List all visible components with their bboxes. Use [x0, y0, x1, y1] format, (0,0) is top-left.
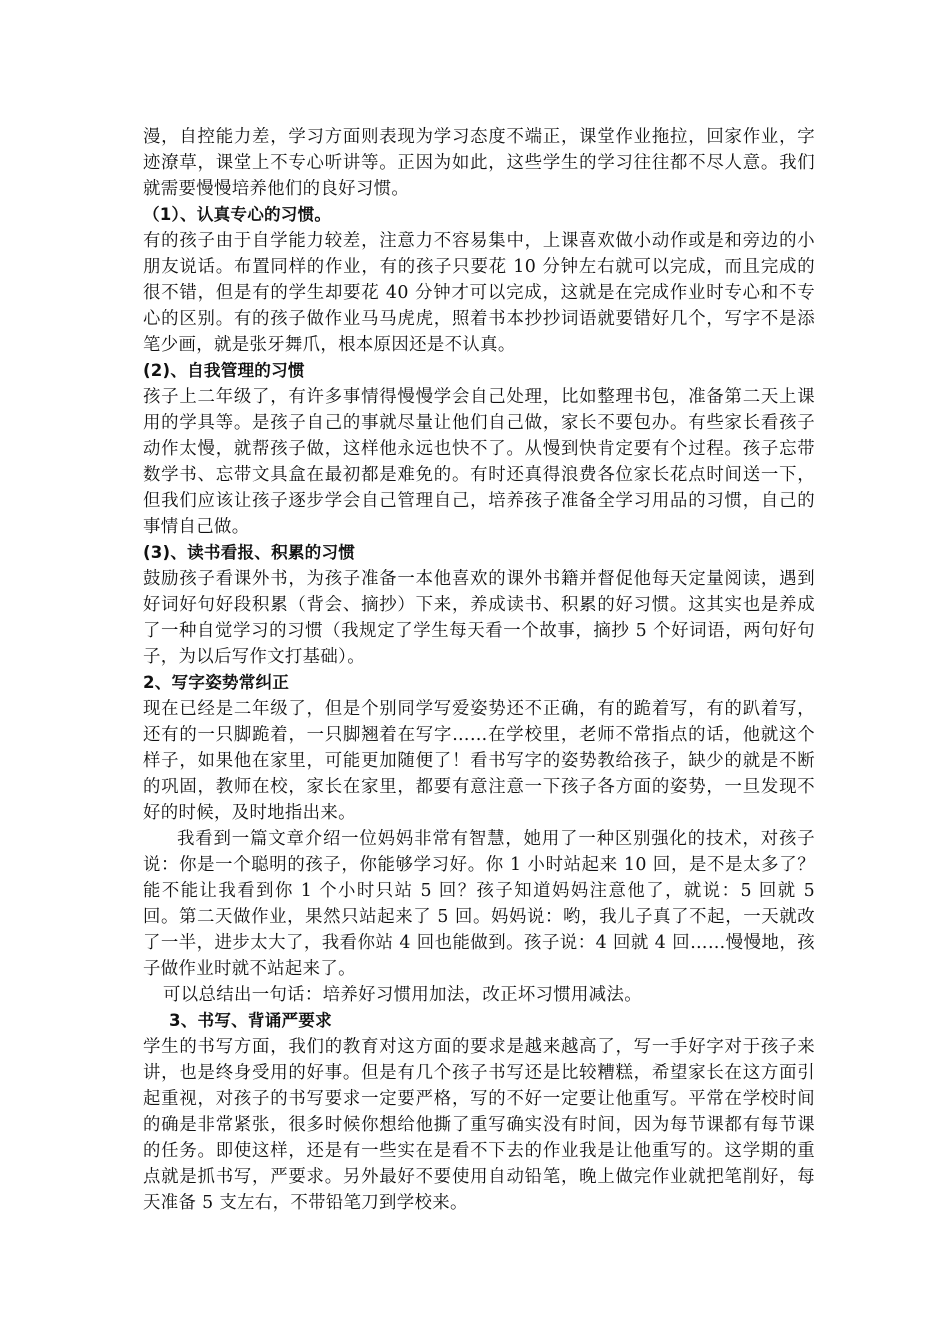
heading-writing-posture: 2、写字姿势常纠正 [143, 673, 290, 692]
paragraph-mother-story: 我看到一篇文章介绍一位妈妈非常有智慧，她用了一种区别强化的技术，对孩子说：你是一个聪明的孩子，你能够学习好。你 1 小时站起来 10 回，是不是太多了？能不能让我看到你 1 个小时只站 5 回？孩子知道妈妈注意他了，就说：5 回就 5 回。第二天做作业，果然只站起来了 5 回。妈妈说：哟，我儿子真了不起，一天就改了一半，进步太大了，我看你站 4 回也能做到。孩子说：4 回就 4 回……慢慢地，孩子做作业时就不站起来了。 [143, 829, 815, 979]
heading-handwriting: 3、书写、背诵严要求 [169, 1011, 332, 1030]
heading-reading-habit: (3)、读书看报、积累的习惯 [143, 543, 356, 562]
paragraph-attentive-habit: 有的孩子由于自学能力较差，注意力不容易集中，上课喜欢做小动作或是和旁边的小朋友说话。布置同样的作业，有的孩子只要花 10 分钟左右就可以完成，而且完成的很不错，但是有的学生却要花 40 分钟才可以完成，这就是在完成作业时专心和不专心的区别。有的孩子做作业马马虎虎，照着书本抄抄词语就要错好几个，写字不是添笔少画，就是张牙舞爪，根本原因还是不认真。 [143, 231, 815, 355]
document-page [143, 124, 815, 1216]
heading-attentive-habit: （1）、认真专心的习惯。 [143, 205, 332, 224]
paragraph-writing-posture: 现在已经是二年级了，但是个别同学写爱姿势还不正确，有的跪着写，有的趴着写，还有的一只脚跪着，一只脚翘着在写字……在学校里，老师不常指点的话，他就这个样子，如果他在家里，可能更加随便了！看书写字的姿势教给孩子，缺少的就是不断的巩固，教师在校，家长在家里，都要有意注意一下孩子各方面的姿势，一旦发现不好的时候，及时地指出来。 [143, 699, 815, 823]
heading-self-management: (2)、自我管理的习惯 [143, 361, 305, 380]
paragraph-reading-habit: 鼓励孩子看课外书，为孩子准备一本他喜欢的课外书籍并督促他每天定量阅读，遇到好词好句好段积累（背会、摘抄）下来，养成读书、积累的好习惯。这其实也是养成了一种自觉学习的习惯（我规定了学生每天看一个故事，摘抄 5 个好词语，两句好句子，为以后写作文打基础）。 [143, 569, 815, 667]
intro-paragraph: 漫，自控能力差，学习方面则表现为学习态度不端正，课堂作业拖拉，回家作业，字迹潦草，课堂上不专心听讲等。正因为如此，这些学生的学习往往都不尽人意。我们就需要慢慢培养他们的良好习惯。 [143, 127, 815, 199]
paragraph-self-management: 孩子上二年级了，有许多事情得慢慢学会自己处理，比如整理书包，准备第二天上课用的学具等。是孩子自己的事就尽量让他们自己做，家长不要包办。有些家长看孩子动作太慢，就帮孩子做，这样他永远也快不了。从慢到快肯定要有个过程。孩子忘带数学书、忘带文具盒在最初都是难免的。有时还真得浪费各位家长花点时间送一下，但我们应该让孩子逐步学会自己管理自己，培养孩子准备全学习用品的习惯，自己的事情自己做。 [143, 387, 815, 537]
paragraph-handwriting: 学生的书写方面，我们的教育对这方面的要求是越来越高了，写一手好字对于孩子来讲，也是终身受用的好事。但是有几个孩子书写还是比较糟糕，希望家长在这方面引起重视，对孩子的书写要求一定要严格，写的不好一定要让他重写。平常在学校时间的确是非常紧张，很多时候你想给他撕了重写确实没有时间，因为每节课都有每节课的任务。即使这样，还是有一些实在是看不下去的作业我是让他重写的。这学期的重点就是抓书写，严要求。另外最好不要使用自动铅笔，晚上做完作业就把笔削好，每天准备 5 支左右，不带铅笔刀到学校来。 [143, 1037, 815, 1213]
paragraph-summary: 可以总结出一句话：培养好习惯用加法，改正坏习惯用减法。 [163, 985, 642, 1005]
